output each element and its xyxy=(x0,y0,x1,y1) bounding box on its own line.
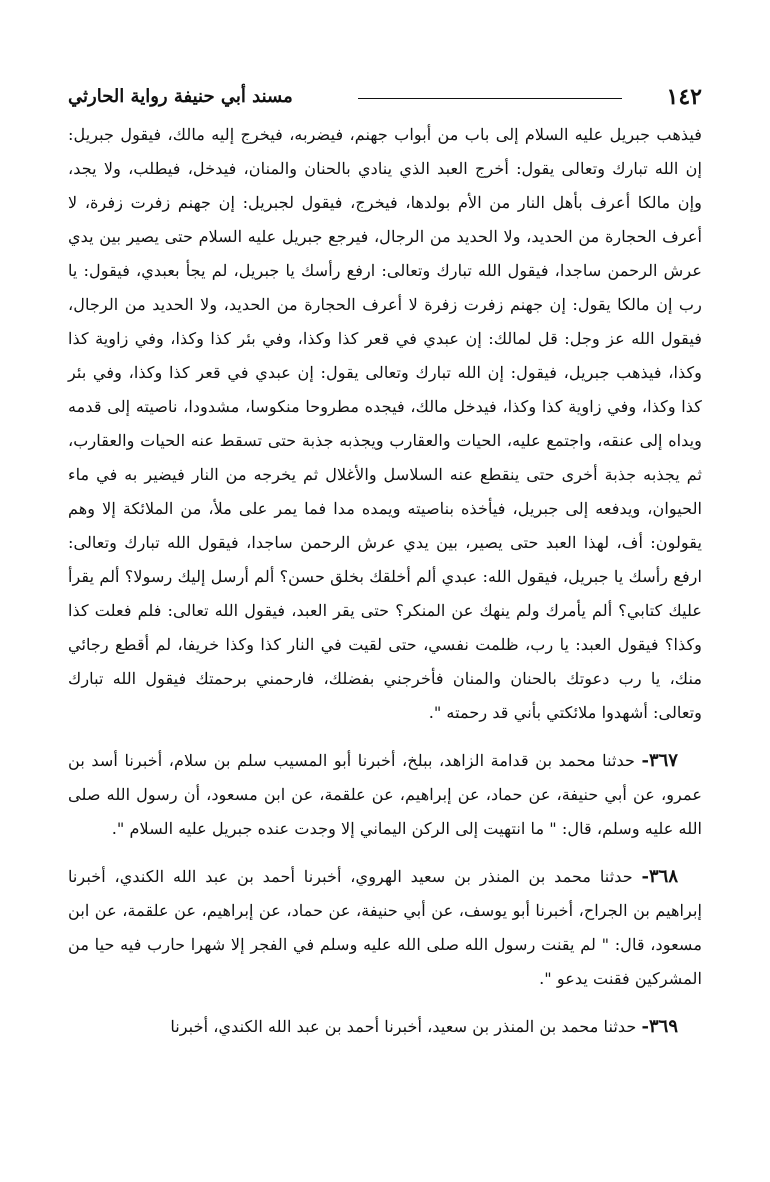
running-header xyxy=(68,84,702,114)
header-rule xyxy=(358,98,622,99)
hadith-text: حدثنا محمد بن قدامة الزاهد، ببلخ، أخبرنا أبو المسيب سلم بن سلام، أخبرنا أسد بن عمرو، عن أبي حنيفة، عن حماد، عن إبراهيم، عن علقمة، عن ابن مسعود، أن رسول الله صلى الله عليه وسلم، قال: " ما انتهيت إلى الركن اليماني إلا وجدت عنده جبريل عليه السلام ". xyxy=(68,751,702,838)
hadith-text: حدثنا محمد بن المنذر بن سعيد، أخبرنا أحمد بن عبد الله الكندي، أخبرنا xyxy=(170,1017,637,1036)
hadith-367 xyxy=(68,744,702,846)
hadith-369 xyxy=(68,1010,702,1044)
hadith-text: حدثنا محمد بن المنذر بن سعيد الهروي، أخبرنا أحمد بن عبد الله الكندي، أخبرنا إبراهيم بن الجراح، أخبرنا أبو يوسف، عن أبي حنيفة، عن حماد، عن إبراهيم، عن علقمة، عن ابن مسعود، قال: " لم يقنت رسول الله صلى الله عليه وسلم في الفجر إلا شهرا حارب فيه حيا من المشركين فقنت يدعو ". xyxy=(68,867,702,988)
paragraph-main: فيذهب جبريل عليه السلام إلى باب من أبواب جهنم، فيضربه، فيخرج إليه مالك، فيقول جبريل: إن الله تبارك وتعالى يقول: أخرج العبد الذي ينادي بالحنان والمنان، فيدخل، فيطلب، ولا يجد، وإن مالكا أعرف بأهل النار من الأم بولدها، فيخرج، فيقول لجبريل: إن جهنم زفرت زفرة، لا أعرف الحجارة من الحديد، ولا الحديد من الرجال، فيرجع جبريل عليه السلام حتى يصير بين يدي عرش الرحمن ساجدا، فيقول الله تبارك وتعالى: ارفع رأسك يا جبريل، لم يجأ بعبدي، فيقول: يا رب إن مالكا يقول: إن جهنم زفرت زفرة لا أعرف الحجارة من الحديد، ولا الحديد من الرجال، فيقول الله عز وجل: قل لمالك: إن عبدي في قعر كذا وكذا، وفي بئر كذا وكذا، وفي زاوية كذا وكذا، فيذهب جبريل، فيقول: إن الله تبارك وتعالى يقول: إن عبدي في قعر كذا وكذا، وفي بئر كذا وكذا، وفي زاوية كذا وكذا، فيدخل مالك، فيجده مطروحا منكوسا، مشدودا، ناصيته إلى قدمه ويداه إلى عنقه، واجتمع عليه، الحيات والعقارب ويجذبه جذبة حتى تسقط عنه الحيات والعقارب، ثم يجذبه جذبة أخرى حتى ينقطع عنه السلاسل والأغلال ثم يخرجه من النار فيضير به في ماء الحيوان، ويدفعه إلى جبريل، فيأخذه بناصيته ويمده مدا فما يمر على ملأ، من الملائكة إلا وهم يقولون: أف، لهذا العبد حتى يصير، بين يدي عرش الرحمن ساجدا، فيقول الله تبارك وتعالى: ارفع رأسك يا جبريل، فيقول الله: عبدي ألم أخلقك بخلق حسن؟ ألم أرسل إليك رسولا؟ ألم يقرأ عليك كتابي؟ ألم يأمرك ولم ينهك عن المنكر؟ حتى يقر العبد، فيقول الله تعالى: فلم فعلت كذا وكذا؟ فيقول العبد: يا رب، ظلمت نفسي، حتى لقيت في النار كذا وكذا خريفا، لم أقطع رجائي منك، يا رب دعوتك بالحنان والمنان فأخرجني بفضلك، فارحمني برحمتك فيقول الله تبارك وتعالى: أشهدوا ملائكتي بأني قد رحمته ". xyxy=(68,125,702,722)
hadith-number: ٣٦٩- xyxy=(641,1016,678,1037)
hadith-number: ٣٦٨- xyxy=(641,866,678,887)
book-title: مسند أبي حنيفة رواية الحارثي xyxy=(68,86,293,107)
book-page xyxy=(68,84,702,1044)
page-number: ١٤٢ xyxy=(666,84,702,110)
hadith-number: ٣٦٧- xyxy=(641,750,678,771)
hadith-368 xyxy=(68,860,702,996)
